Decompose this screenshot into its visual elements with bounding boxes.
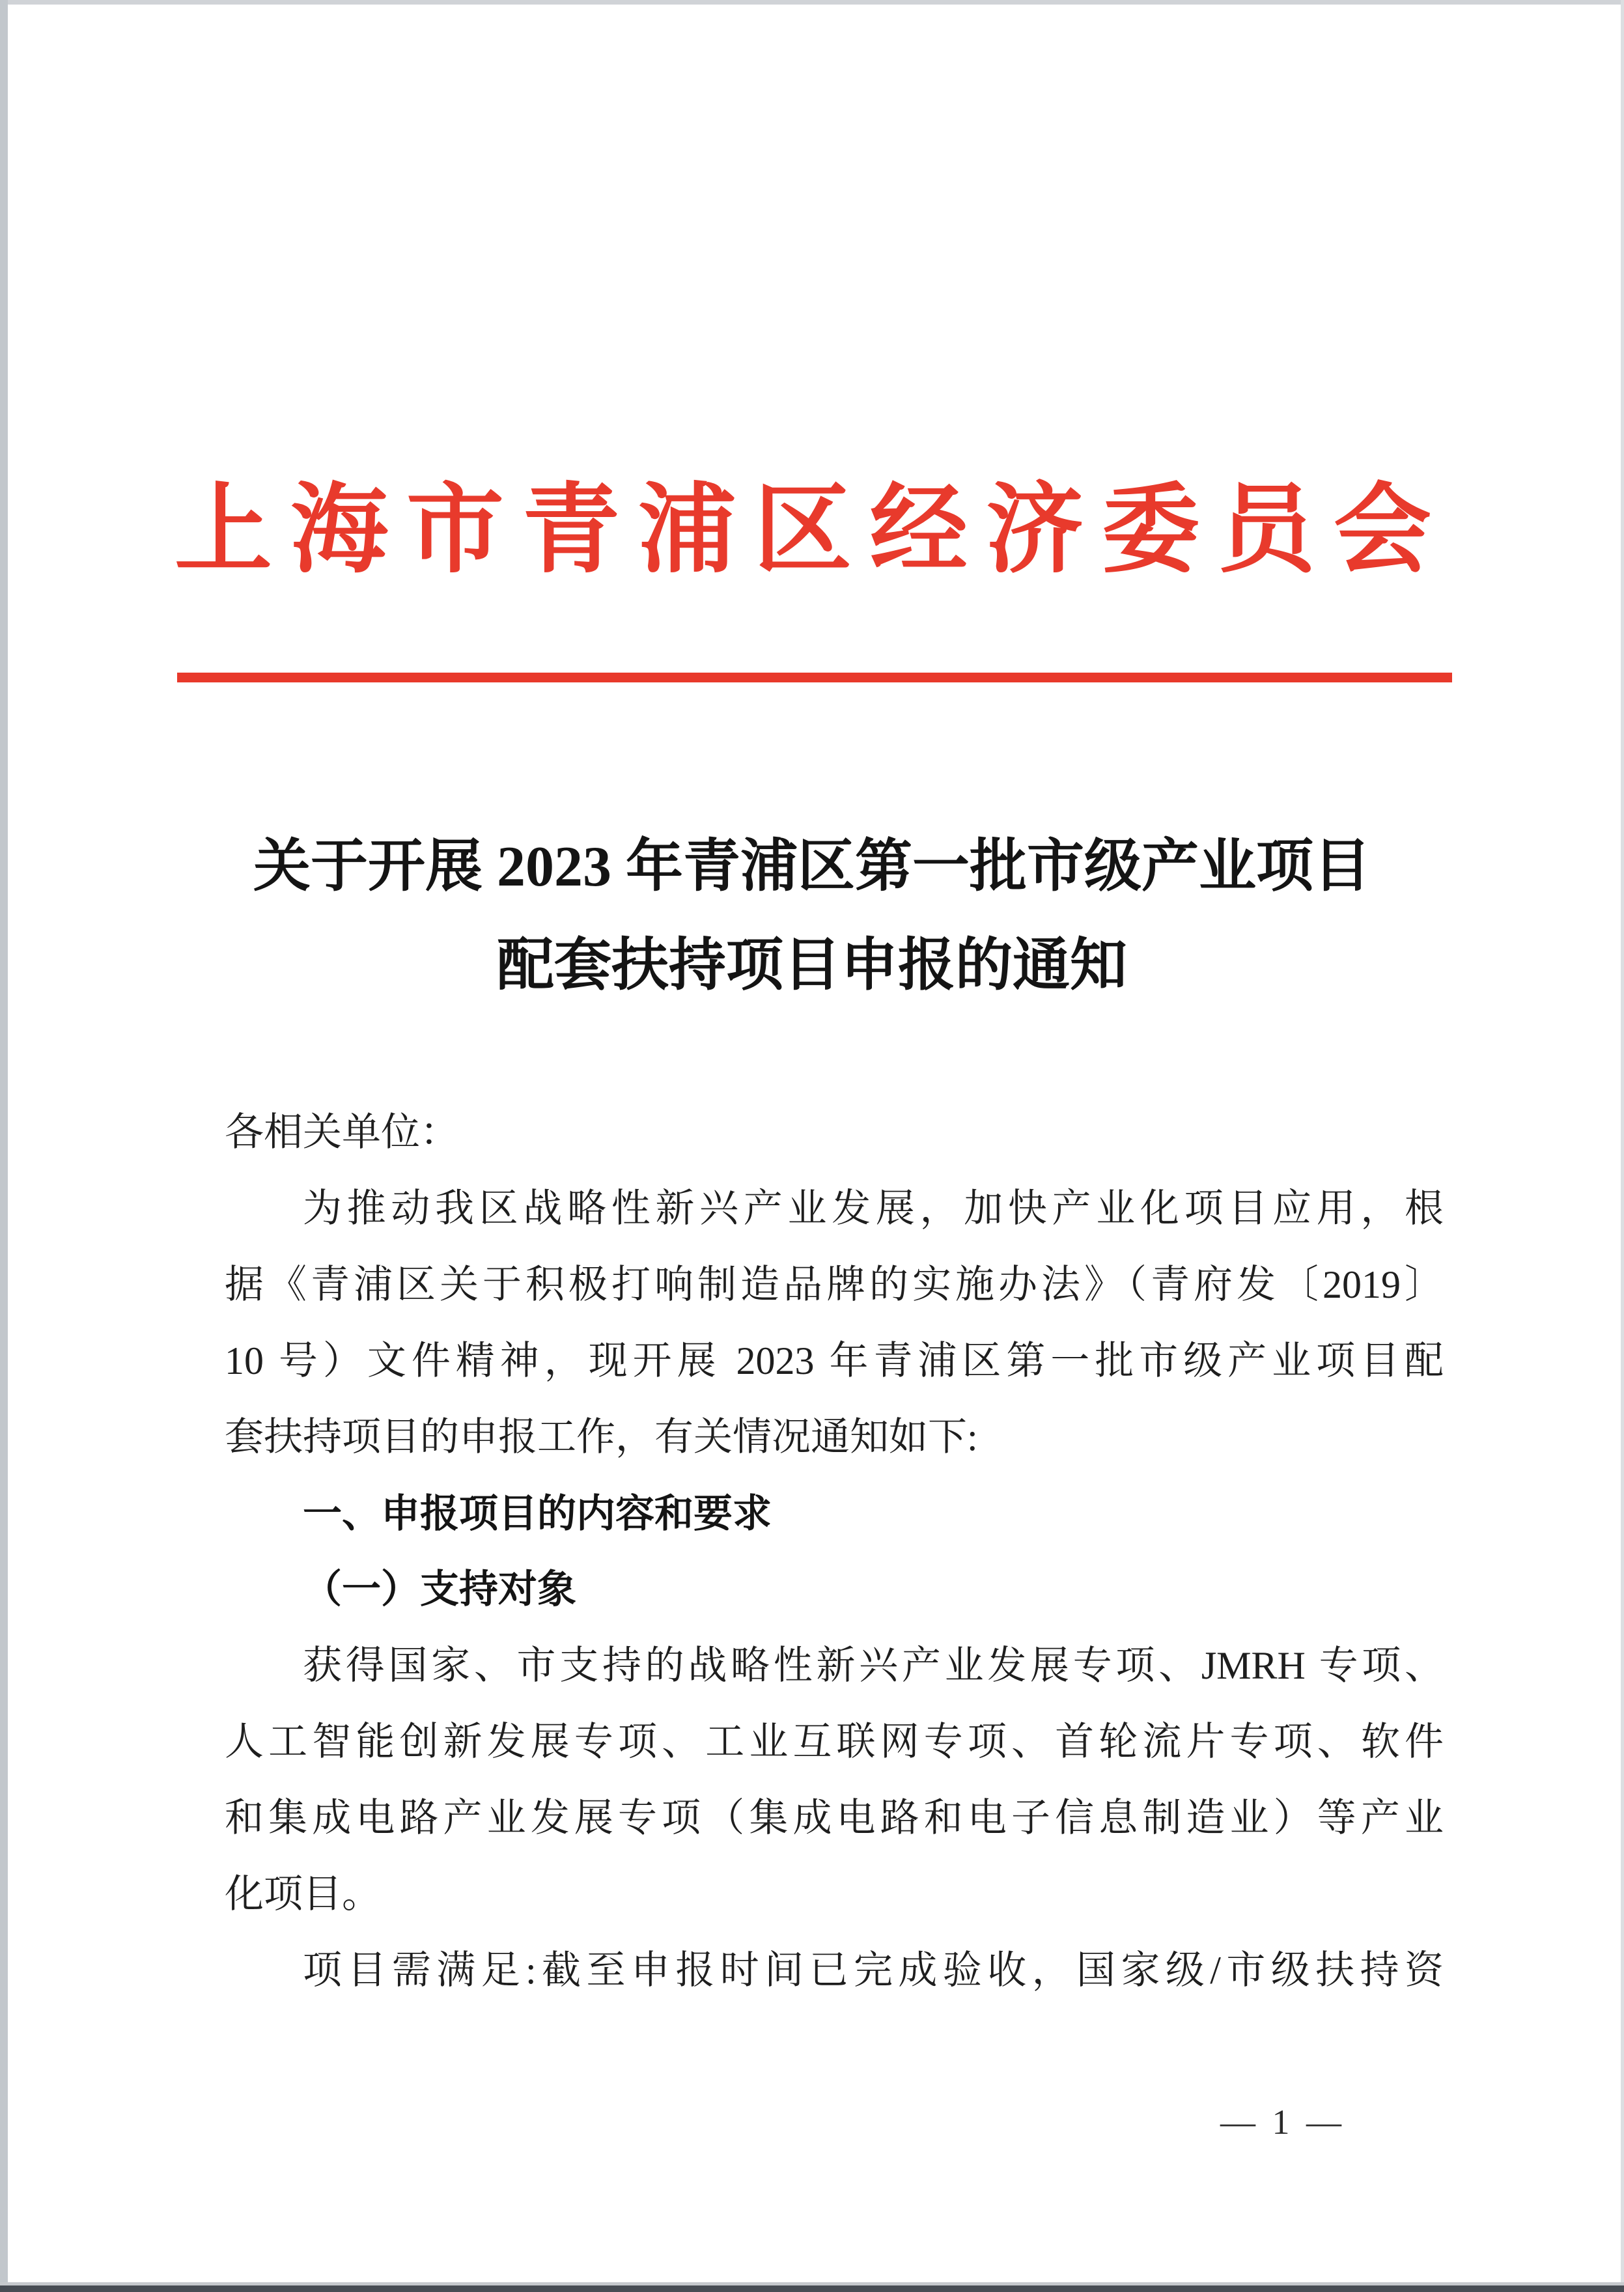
body-line: 为推动我区战略性新兴产业发展，加快产业化项目应用，根 xyxy=(303,1187,1444,1230)
body-line: 和集成电路产业发展专项（集成电路和电子信息制造业）等产业 xyxy=(225,1796,1444,1839)
document-title-line-2: 配套扶持项目申报的通知 xyxy=(496,934,1127,998)
page-edge-right xyxy=(1621,0,1624,2292)
page-edge-left xyxy=(0,0,8,2292)
page-edge-bottom xyxy=(0,2282,1624,2292)
body-line: 获得国家、市支持的战略性新兴产业发展专项、JMRH 专项、 xyxy=(303,1644,1444,1687)
body-line: 项目需满足:截至申报时间已完成验收，国家级/市级扶持资 xyxy=(303,1949,1444,1992)
body-line: 化项目。 xyxy=(225,1873,381,1916)
body-line: 人工智能创新发展专项、工业互联网专项、首轮流片专项、软件 xyxy=(225,1720,1444,1763)
section-heading-level2: （一）支持对象 xyxy=(303,1568,576,1611)
salutation-line: 各相关单位： xyxy=(225,1111,459,1154)
page-number: — 1 — xyxy=(1220,2103,1345,2142)
section-heading-level1: 一、申报项目的内容和要求 xyxy=(303,1492,772,1535)
document-title xyxy=(0,818,1624,1016)
body-line: 10 号）文件精神，现开展 2023 年青浦区第一批市级产业项目配 xyxy=(225,1339,1444,1382)
document-body xyxy=(225,1095,1444,2009)
page-edge-top xyxy=(0,0,1624,5)
letterhead-separator-line xyxy=(177,673,1452,682)
body-line: 套扶持项目的申报工作，有关情况通知如下: xyxy=(225,1416,978,1459)
agency-letterhead: 上海市青浦区经济委员会 xyxy=(174,477,1449,585)
document-title-line-1: 关于开展 2023 年青浦区第一批市级产业项目 xyxy=(253,835,1371,899)
body-line: 据《青浦区关于积极打响制造品牌的实施办法》（青府发〔2019〕 xyxy=(225,1263,1444,1306)
